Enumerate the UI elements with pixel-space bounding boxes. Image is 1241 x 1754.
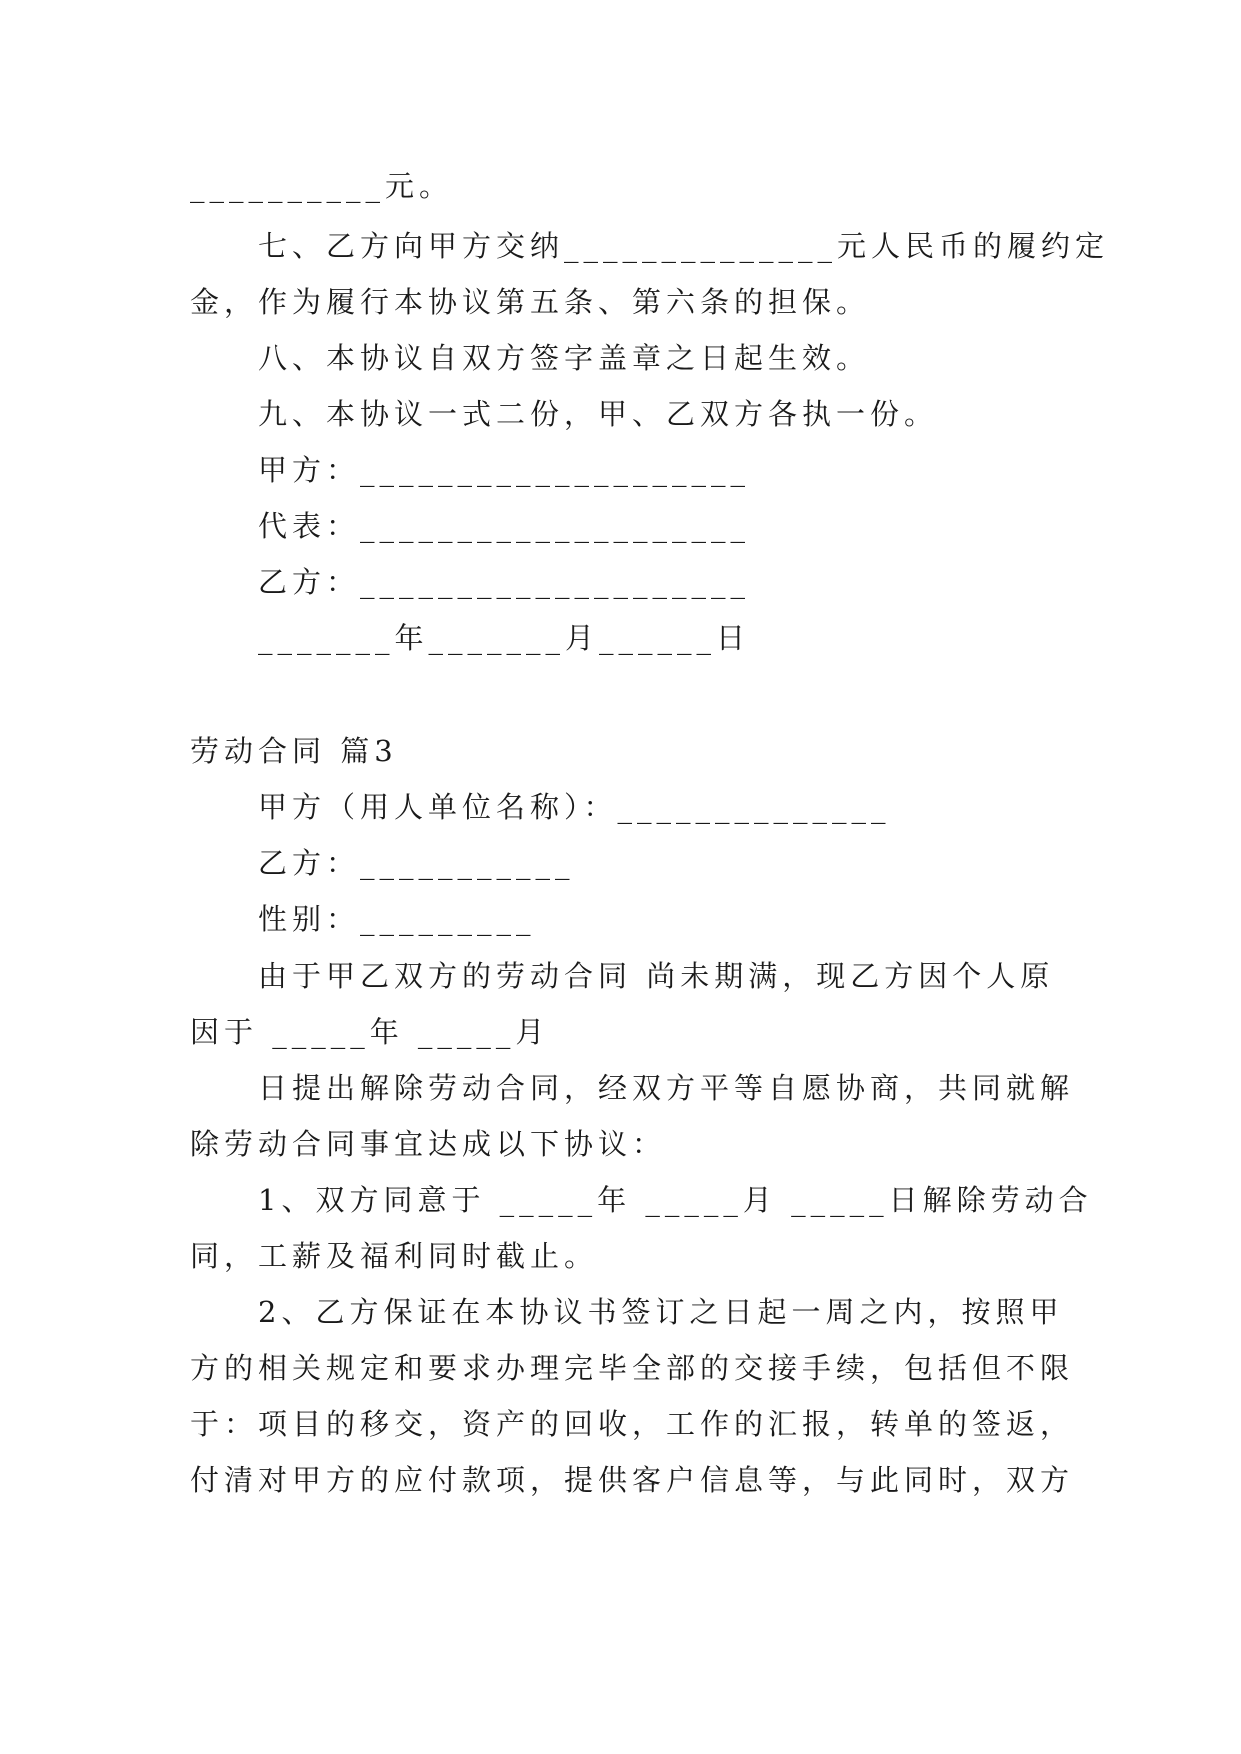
clause-7-line-1: 七、乙方向甲方交纳______________元人民币的履约定: [258, 229, 1110, 263]
reason-line-2: 因于 _____年 _____月: [190, 1015, 550, 1049]
clause-9: 九、本协议一式二份，甲、乙双方各执一份。: [258, 397, 939, 431]
item-2-line-2: 方的相关规定和要求办理完毕全部的交接手续，包括但不限: [190, 1351, 1075, 1385]
party-b-line: 乙方：___________: [258, 846, 575, 880]
reason-line-1: 由于甲乙双方的劳动合同 尚未期满，现乙方因个人原: [258, 959, 1055, 993]
clause-8: 八、本协议自双方签字盖章之日起生效。: [258, 341, 871, 375]
amount-line: __________元。: [190, 169, 454, 203]
gender-line: 性别：_________: [258, 902, 536, 936]
item-2-line-1: 2、乙方保证在本协议书签订之日起一周之内，按照甲: [258, 1295, 1064, 1329]
agreement-line-1: 日提出解除劳动合同，经双方平等自愿协商，共同就解: [258, 1071, 1075, 1105]
item-1-line-2: 同，工薪及福利同时截止。: [190, 1239, 599, 1273]
party-a-signature-line: 甲方：____________________: [258, 453, 751, 487]
section-title: 劳动合同 篇3: [190, 734, 398, 768]
clause-7-line-2: 金，作为履行本协议第五条、第六条的担保。: [190, 285, 871, 319]
agreement-line-2: 除劳动合同事宜达成以下协议：: [190, 1127, 667, 1161]
item-2-line-4: 付清对甲方的应付款项，提供客户信息等，与此同时，双方: [190, 1463, 1075, 1497]
party-b-signature-line: 乙方：____________________: [258, 565, 751, 599]
employer-name-line: 甲方（用人单位名称）：______________: [258, 790, 891, 824]
item-1-line-1: 1、双方同意于 _____年 _____月 _____日解除劳动合: [258, 1183, 1093, 1217]
date-line: _______年_______月______日: [258, 621, 751, 655]
representative-signature-line: 代表：____________________: [258, 509, 751, 543]
item-2-line-3: 于：项目的移交，资产的回收，工作的汇报，转单的签返，: [190, 1407, 1075, 1441]
